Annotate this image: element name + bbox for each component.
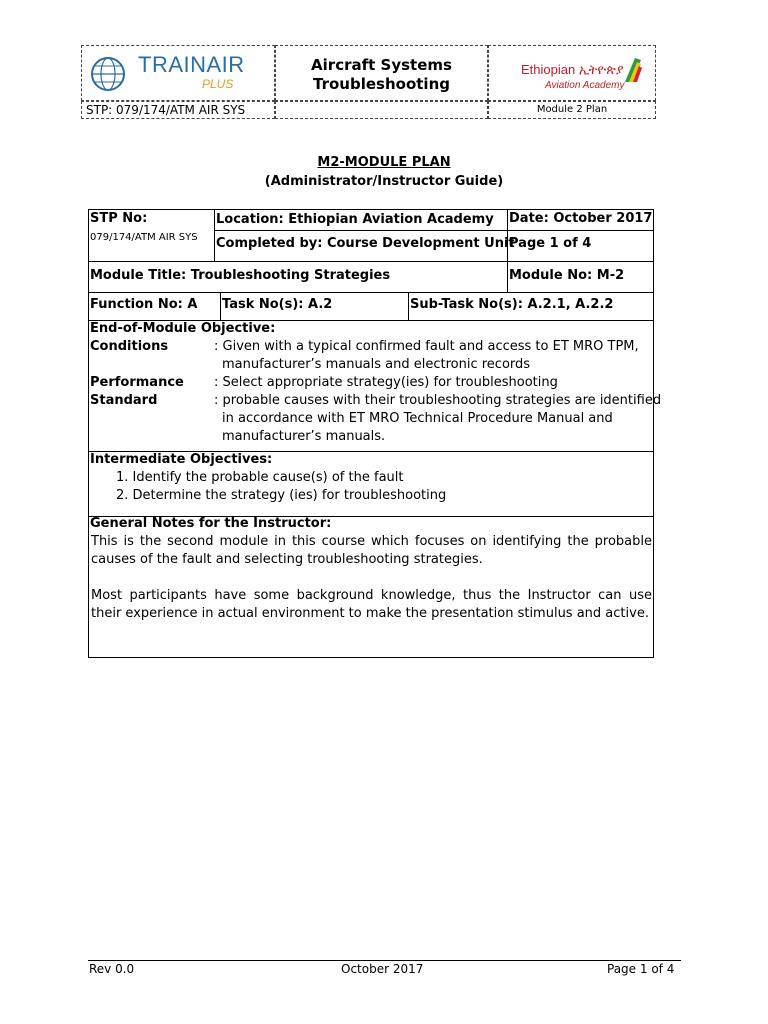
course-title-cell: [275, 45, 488, 101]
intermediate-item-2: 2. Determine the strategy (ies) for troubleshooting: [116, 488, 447, 503]
conditions-text-2: manufacturer’s manuals and electronic records: [222, 357, 531, 372]
intermediate-heading: Intermediate Objectives:: [90, 452, 273, 467]
trainair-logo-cell: [81, 45, 275, 101]
module-no-field: Module No: M-2: [509, 268, 625, 283]
standard-text-1: : probable causes with their troubleshooting strategies are identified: [214, 393, 662, 408]
course-title-line2: Troubleshooting: [313, 75, 450, 93]
page-field: Page 1 of 4: [509, 236, 592, 251]
performance-label: Performance: [90, 375, 184, 390]
trainair-plus-text: PLUS: [202, 77, 234, 91]
page-header: [81, 45, 656, 119]
module-plan-table: [88, 209, 662, 658]
subtask-no-field: Sub-Task No(s): A.2.1, A.2.2: [410, 297, 614, 312]
ethiopian-logo-text: Ethiopian ኢትዮጵያ: [521, 62, 624, 77]
location-field: Location: Ethiopian Aviation Academy: [216, 212, 494, 227]
objective-heading: End-of-Module Objective:: [90, 321, 276, 336]
standard-label: Standard: [90, 393, 158, 408]
notes-paragraph-1: This is the second module in this course which focuses on identifying the probable causes of the fault and selecting troubleshooting strategies.: [91, 534, 652, 567]
stp-label: STP No:: [90, 211, 148, 226]
conditions-label: Conditions: [90, 339, 169, 354]
footer-divider: [88, 960, 681, 961]
module-title-field: Module Title: Troubleshooting Strategies: [90, 268, 391, 283]
ethiopian-logo-cell: [488, 45, 656, 101]
standard-text-3: manufacturer’s manuals.: [222, 429, 386, 444]
icao-globe-icon: [90, 56, 126, 92]
ethiopian-flag-icon: [621, 56, 645, 84]
document-title: M2-MODULE PLAN: [317, 155, 451, 170]
trainair-logo-text: TRAINAIR: [138, 52, 245, 77]
footer-date: October 2017: [341, 962, 424, 976]
header-blank-cell: [275, 101, 488, 119]
function-no-field: Function No: A: [90, 297, 198, 312]
intermediate-item-1: 1. Identify the probable cause(s) of the fault: [116, 470, 404, 485]
footer-rev: Rev 0.0: [89, 962, 135, 976]
standard-text-2: in accordance with ET MRO Technical Procedure Manual and: [222, 411, 613, 426]
aviation-academy-text: Aviation Academy: [545, 80, 625, 91]
conditions-text-1: : Given with a typical confirmed fault and access to ET MRO TPM,: [214, 339, 639, 354]
task-no-field: Task No(s): A.2: [222, 297, 333, 312]
footer-page: Page 1 of 4: [607, 962, 675, 976]
module-plan-cell: Module 2 Plan: [488, 101, 656, 119]
document-subtitle: (Administrator/Instructor Guide): [264, 174, 504, 189]
notes-paragraph-2: Most participants have some background knowledge, thus the Instructor can use their experience in actual environment to make the presentation stimulus and active.: [91, 588, 652, 621]
stp-cell: STP: 079/174/ATM AIR SYS: [81, 101, 275, 119]
course-title-line1: Aircraft Systems: [311, 56, 452, 74]
date-field: Date: October 2017: [509, 211, 653, 226]
completed-by-field: Completed by: Course Development Unit: [216, 236, 515, 251]
performance-text: : Select appropriate strategy(ies) for troubleshooting: [214, 375, 558, 390]
stp-value: 079/174/ATM AIR SYS: [90, 232, 198, 243]
notes-heading: General Notes for the Instructor:: [90, 516, 332, 531]
